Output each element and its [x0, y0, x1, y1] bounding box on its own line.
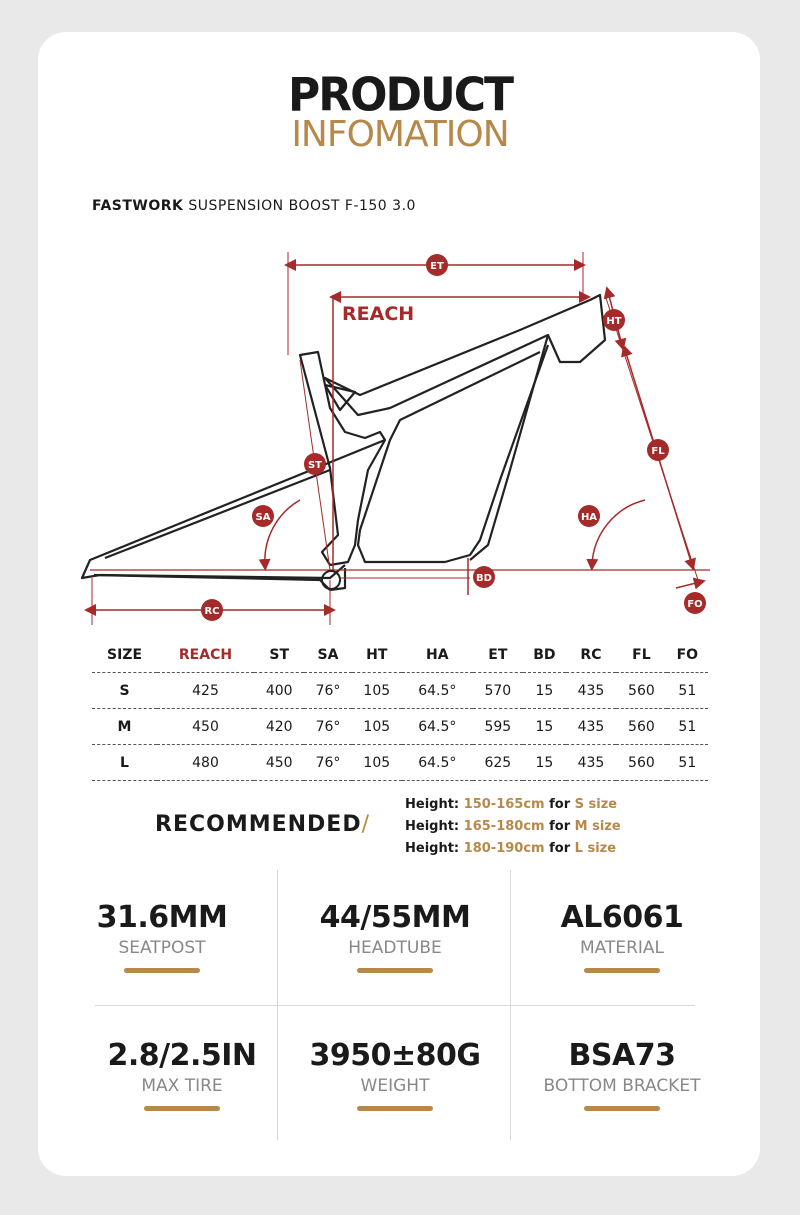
- bottom-bracket-shape: [322, 571, 340, 589]
- cell: 15: [535, 754, 554, 771]
- height-recommendations: [405, 794, 621, 860]
- height-line: Height: 180-190cm for L size: [405, 841, 617, 856]
- col-ht: HT: [366, 647, 388, 663]
- cell: 435: [577, 682, 605, 699]
- svg-text:ET: ET: [430, 261, 444, 272]
- spec-value: 31.6MM: [96, 900, 228, 935]
- cell: 400: [265, 682, 293, 699]
- height-line: Height: 150-165cm for S size: [405, 797, 618, 812]
- col-reach: REACH: [178, 647, 233, 663]
- col-bd: BD: [533, 647, 556, 663]
- spec-material: [505, 900, 739, 973]
- page-title: PRODUCT: [287, 68, 513, 123]
- cell: 570: [484, 682, 512, 699]
- model-name: [92, 198, 416, 214]
- spec-label: WEIGHT: [360, 1076, 430, 1096]
- spec-bar: [124, 968, 200, 973]
- cell: 64.5°: [418, 754, 457, 771]
- page-subtitle: INFOMATION: [291, 114, 509, 155]
- ha-badge: [578, 505, 600, 527]
- svg-text:RC: RC: [204, 606, 220, 617]
- col-ha: HA: [426, 647, 449, 663]
- cell: 105: [363, 754, 391, 771]
- bike-frame: [82, 295, 605, 590]
- sa-badge: [252, 505, 274, 527]
- recommended-slash: /: [361, 812, 371, 837]
- spec-value: 44/55MM: [319, 900, 471, 935]
- spec-seatpost: [45, 900, 279, 973]
- cell: 105: [363, 682, 391, 699]
- model-brand: FASTWORK: [92, 198, 184, 214]
- col-st: ST: [269, 647, 289, 663]
- cell: 450: [192, 718, 219, 735]
- spec-bar: [357, 1106, 433, 1111]
- svg-text:SA: SA: [255, 512, 271, 523]
- cell: 64.5°: [418, 718, 457, 735]
- ht-badge: [603, 309, 625, 331]
- table-row: [92, 709, 708, 745]
- svg-text:ST: ST: [307, 460, 323, 471]
- bd-badge: [473, 566, 495, 588]
- cell: 76°: [315, 718, 341, 735]
- fl-badge: [647, 439, 669, 461]
- svg-text:BD: BD: [476, 573, 492, 584]
- spec-label: SEATPOST: [118, 938, 206, 958]
- cell: 560: [628, 682, 655, 699]
- cell: 420: [265, 718, 293, 735]
- svg-text:FL: FL: [651, 446, 665, 457]
- cell: M: [117, 718, 132, 735]
- model-title: SUSPENSION BOOST F-150 3.0: [188, 198, 416, 214]
- table-row: [92, 673, 708, 709]
- col-rc: RC: [580, 647, 602, 663]
- st-badge: [304, 453, 326, 475]
- spec-bottom-bracket: [505, 1038, 739, 1111]
- cell: 76°: [315, 754, 341, 771]
- cell: 560: [628, 718, 655, 735]
- divider: [95, 1005, 695, 1006]
- svg-text:HT: HT: [606, 316, 622, 327]
- spec-value: AL6061: [560, 900, 684, 935]
- rc-badge: [201, 599, 223, 621]
- svg-text:FO: FO: [687, 599, 703, 610]
- col-fl: FL: [632, 647, 651, 663]
- spec-bar: [584, 968, 660, 973]
- cell: 105: [363, 718, 391, 735]
- cell: 51: [678, 754, 697, 771]
- col-et: ET: [488, 647, 508, 663]
- cell: 64.5°: [418, 682, 457, 699]
- spec-bar: [357, 968, 433, 973]
- col-size: SIZE: [107, 647, 143, 663]
- fo-badge: [684, 592, 706, 614]
- spec-value: 2.8/2.5IN: [107, 1038, 257, 1073]
- spec-label: BOTTOM BRACKET: [543, 1076, 701, 1096]
- cell: 51: [678, 718, 697, 735]
- reach-label: REACH: [342, 303, 415, 325]
- cell: 595: [484, 718, 512, 735]
- spec-label: MATERIAL: [579, 938, 665, 958]
- et-badge: [426, 254, 448, 276]
- svg-text:HA: HA: [580, 512, 598, 523]
- cell: 435: [577, 754, 605, 771]
- spec-label: MAX TIRE: [141, 1076, 223, 1096]
- table-row: [92, 745, 708, 781]
- recommended-title: RECOMMENDED: [155, 812, 362, 837]
- spec-bar: [584, 1106, 660, 1111]
- cell: 480: [192, 754, 219, 771]
- col-sa: SA: [317, 647, 339, 663]
- cell: 450: [265, 754, 293, 771]
- cell: 560: [628, 754, 655, 771]
- cell: 425: [192, 682, 219, 699]
- col-fo: FO: [676, 647, 699, 663]
- height-line: Height: 165-180cm for M size: [405, 819, 621, 834]
- cell: 15: [535, 718, 554, 735]
- spec-label: HEADTUBE: [348, 938, 442, 958]
- spec-value: BSA73: [568, 1038, 676, 1073]
- spec-weight: [278, 1038, 512, 1111]
- cell: 15: [535, 682, 554, 699]
- cell: 51: [678, 682, 697, 699]
- spec-headtube: [278, 900, 512, 973]
- cell: 435: [577, 718, 605, 735]
- spec-max-tire: [65, 1038, 299, 1111]
- frame-geometry-diagram: [0, 230, 800, 630]
- cell: L: [120, 754, 129, 771]
- cell: S: [119, 682, 130, 699]
- spec-bar: [144, 1106, 220, 1111]
- cell: 625: [484, 754, 512, 771]
- geometry-table: [92, 638, 708, 781]
- recommended-heading: [155, 812, 370, 837]
- spec-value: 3950±80G: [309, 1038, 481, 1073]
- cell: 76°: [315, 682, 341, 699]
